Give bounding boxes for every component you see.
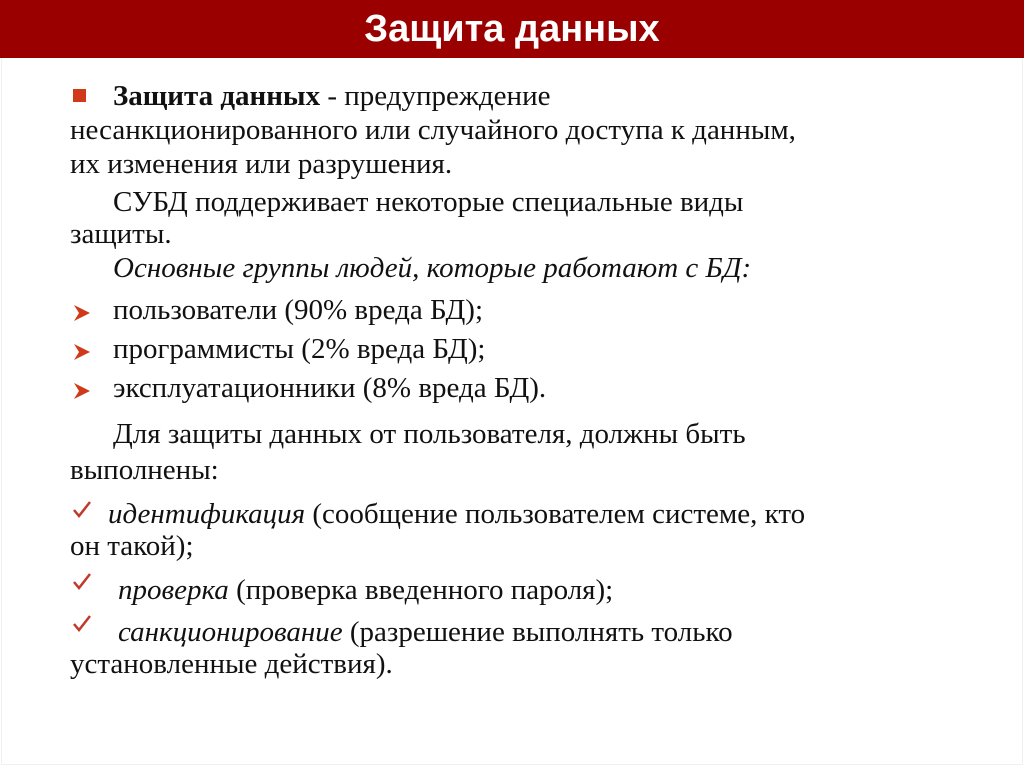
group-item: пользователи (90% вреда БД); [113,294,484,326]
dbms-line-1: СУБД поддерживает некоторые специальные виды [113,186,744,218]
check-term: проверка [118,574,229,606]
groups-heading-text: Основные группы людей, которые работают с БД: [113,252,752,284]
checkmark-icon [72,500,92,518]
checkmark-icon [72,614,92,632]
definition-line-2: несанкционированного или случайного доступа к данным, [70,114,796,146]
check-item-cont: он такой); [70,530,194,562]
slide-title: Защита данных [364,7,660,50]
dbms-line-2: защиты. [70,218,172,250]
check-desc: (сообщение пользователем системе, кто [305,498,806,530]
check-term: санкционирование [118,616,343,648]
arrow-bullet-icon [73,343,91,361]
protection-line-1: Для защиты данных от пользователя, должны быть [113,418,746,450]
checkmark-icon [72,572,92,590]
definition-line-3: их изменения или разрушения. [70,148,453,180]
check-item [118,574,613,606]
check-desc: (разрешение выполнять только [342,616,733,648]
slide-header [0,0,1024,58]
definition-text: - предупреждение [320,80,551,112]
group-item: программисты (2% вреда БД); [113,333,486,365]
arrow-bullet-icon [73,304,91,322]
check-item [108,498,805,530]
check-item-cont: установленные действия). [70,648,393,680]
check-term: идентификация [108,498,306,530]
group-item: эксплуатационники (8% вреда БД). [113,372,547,404]
term-bold: Защита данных [113,80,321,112]
square-bullet-icon [73,89,86,102]
check-item [118,616,733,648]
groups-heading [113,252,751,284]
protection-line-2: выполнены: [70,454,219,486]
definition-line-1 [113,80,550,112]
arrow-bullet-icon [73,382,91,400]
check-desc: (проверка введенного пароля); [228,574,614,606]
